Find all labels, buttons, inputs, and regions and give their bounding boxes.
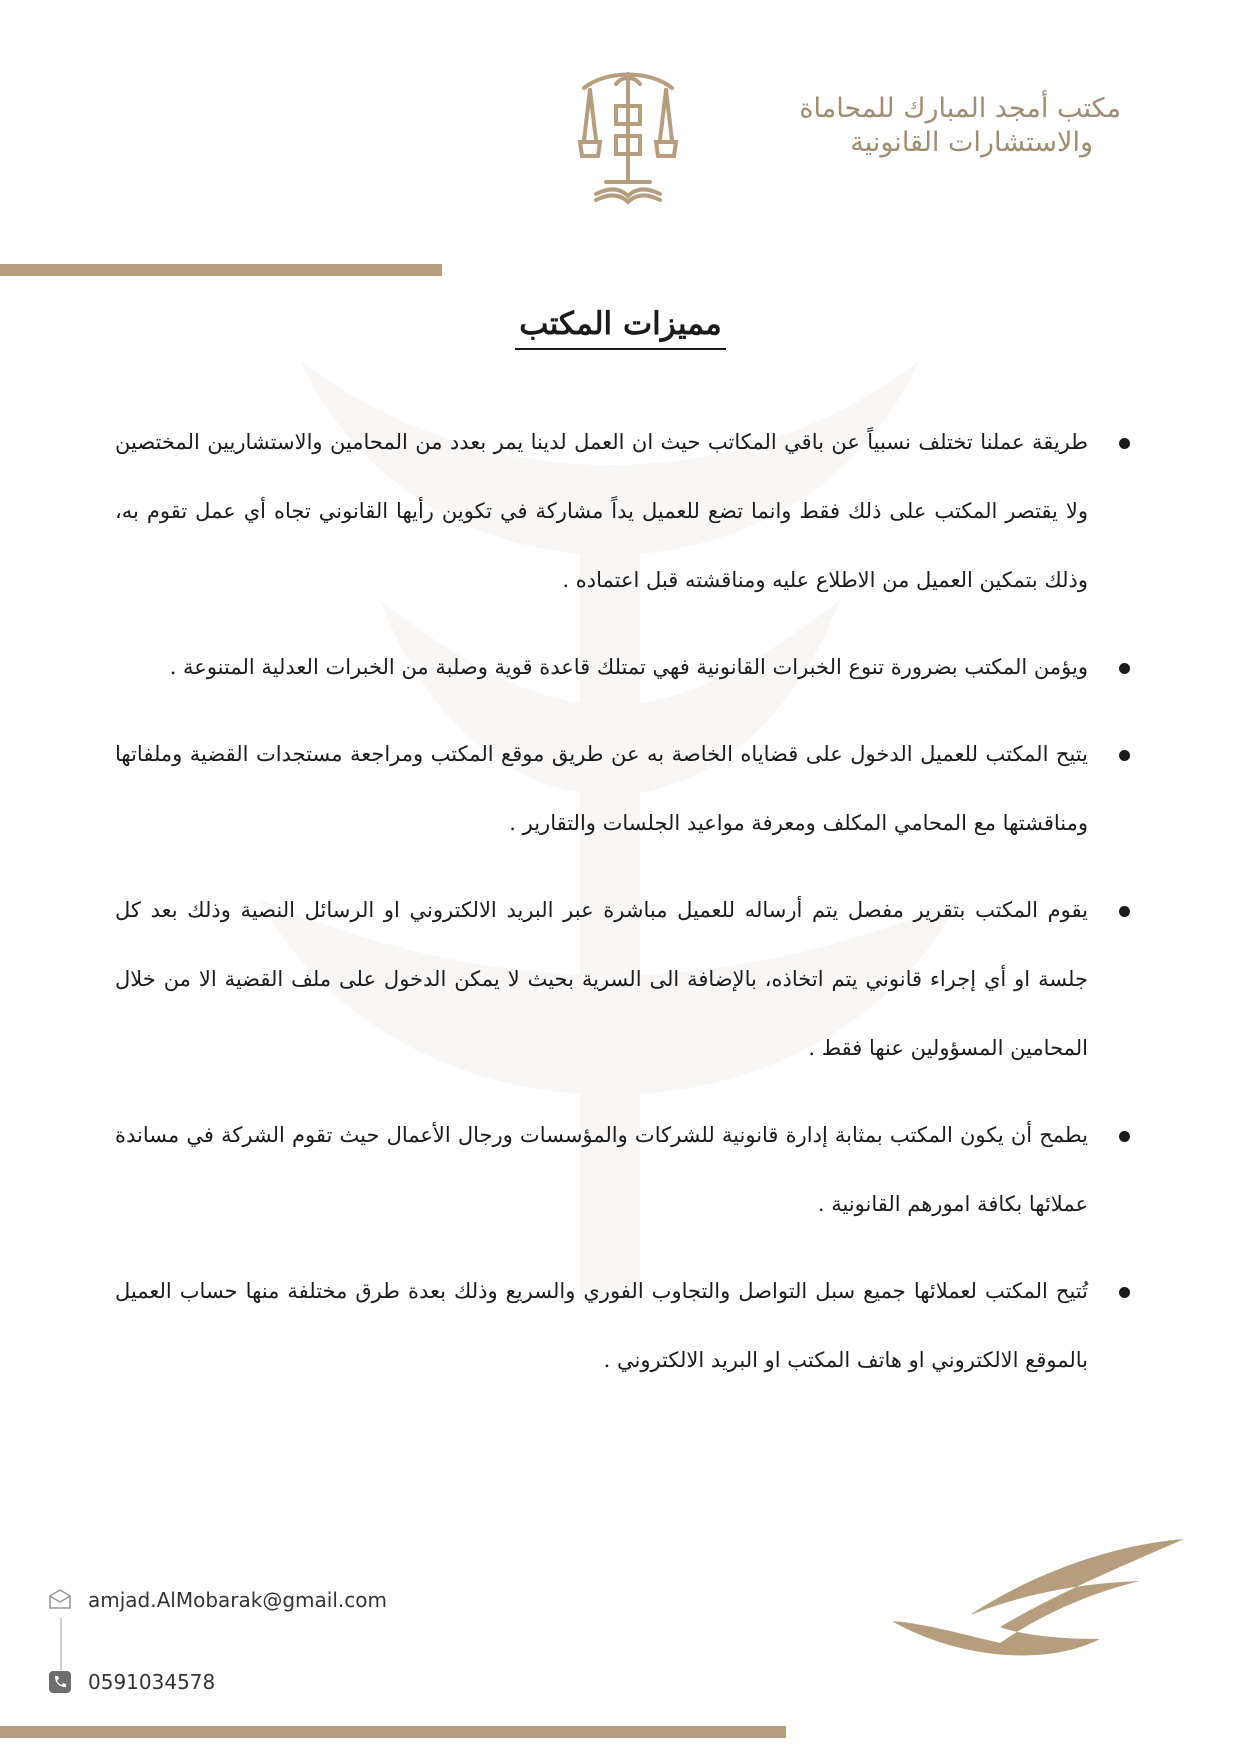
decorative-swoosh bbox=[890, 1535, 1190, 1665]
contact-divider bbox=[60, 1618, 62, 1670]
organization-name bbox=[701, 92, 1121, 160]
bullet-icon bbox=[1119, 906, 1130, 917]
feature-text: طريقة عملنا تختلف نسبياً عن باقي المكاتب حيث ان العمل لدينا يمر بعدد من المحامين والاستشاريين المختصين ولا يقتصر المكتب على ذلك فقط وانما تضع للعميل يداً مشاركة في تكوين رأيها القانوني تجاه أي عمل تقوم به، وذلك بتمكين العميل من الاطلاع عليه ومناقشته قبل اعتماده . bbox=[115, 430, 1088, 592]
feature-text: ويؤمن المكتب بضرورة تنوع الخبرات القانونية فهي تمتلك قاعدة قوية وصلبة من الخبرات العدلية المتنوعة . bbox=[169, 655, 1088, 679]
organization-name-line1: مكتب أمجد المبارك للمحاماة bbox=[799, 93, 1121, 124]
feature-item bbox=[115, 633, 1130, 702]
page-title bbox=[0, 304, 1241, 350]
scales-logo-icon bbox=[576, 66, 680, 206]
features-list bbox=[115, 408, 1130, 1413]
contact-phone-link[interactable]: 0591034578 bbox=[88, 1670, 216, 1694]
organization-name-line2: والاستشارات القانونية bbox=[850, 127, 1093, 158]
contact-email-link[interactable]: amjad.AlMobarak@gmail.com bbox=[88, 1588, 387, 1612]
bullet-icon bbox=[1119, 750, 1130, 761]
feature-text: تُتيح المكتب لعملائها جميع سبل التواصل والتجاوب الفوري والسريع وذلك بعدة طرق مختلفة منها حساب العميل بالموقع الالكتروني او هاتف المكتب او البريد الالكتروني . bbox=[115, 1279, 1088, 1372]
feature-item bbox=[115, 876, 1130, 1083]
envelope-icon bbox=[48, 1588, 72, 1612]
feature-text: يطمح أن يكون المكتب بمثابة إدارة قانونية للشركات والمؤسسات ورجال الأعمال حيث تقوم الشركة في مساندة عملائها بكافة امورهم القانونية . bbox=[115, 1123, 1088, 1216]
bullet-icon bbox=[1119, 438, 1130, 449]
feature-item bbox=[115, 408, 1130, 615]
bullet-icon bbox=[1119, 1287, 1130, 1298]
header-accent-bar bbox=[0, 264, 442, 276]
phone-icon bbox=[48, 1670, 72, 1694]
feature-text: يقوم المكتب بتقرير مفصل يتم أرساله للعميل مباشرة عبر البريد الالكتروني او الرسائل النصية وذلك بعد كل جلسة او أي إجراء قانوني يتم اتخاذه، بالإضافة الى السرية بحيث لا يمكن الدخول على ملف القضية الا من خلال المحامين المسؤولين عنها فقط . bbox=[115, 898, 1088, 1060]
contact-phone-row bbox=[48, 1670, 215, 1694]
footer-accent-bar bbox=[0, 1726, 786, 1738]
feature-item bbox=[115, 1257, 1130, 1395]
bullet-icon bbox=[1119, 1131, 1130, 1142]
page-title-text: مميزات المكتب bbox=[515, 306, 725, 350]
feature-item bbox=[115, 720, 1130, 858]
feature-item bbox=[115, 1101, 1130, 1239]
feature-text: يتيح المكتب للعميل الدخول على قضاياه الخاصة به عن طريق موقع المكتب ومراجعة مستجدات القضية وملفاتها ومناقشتها مع المحامي المكلف ومعرفة مواعيد الجلسات والتقارير . bbox=[115, 742, 1088, 835]
bullet-icon bbox=[1119, 663, 1130, 674]
contact-email-row bbox=[48, 1588, 387, 1612]
